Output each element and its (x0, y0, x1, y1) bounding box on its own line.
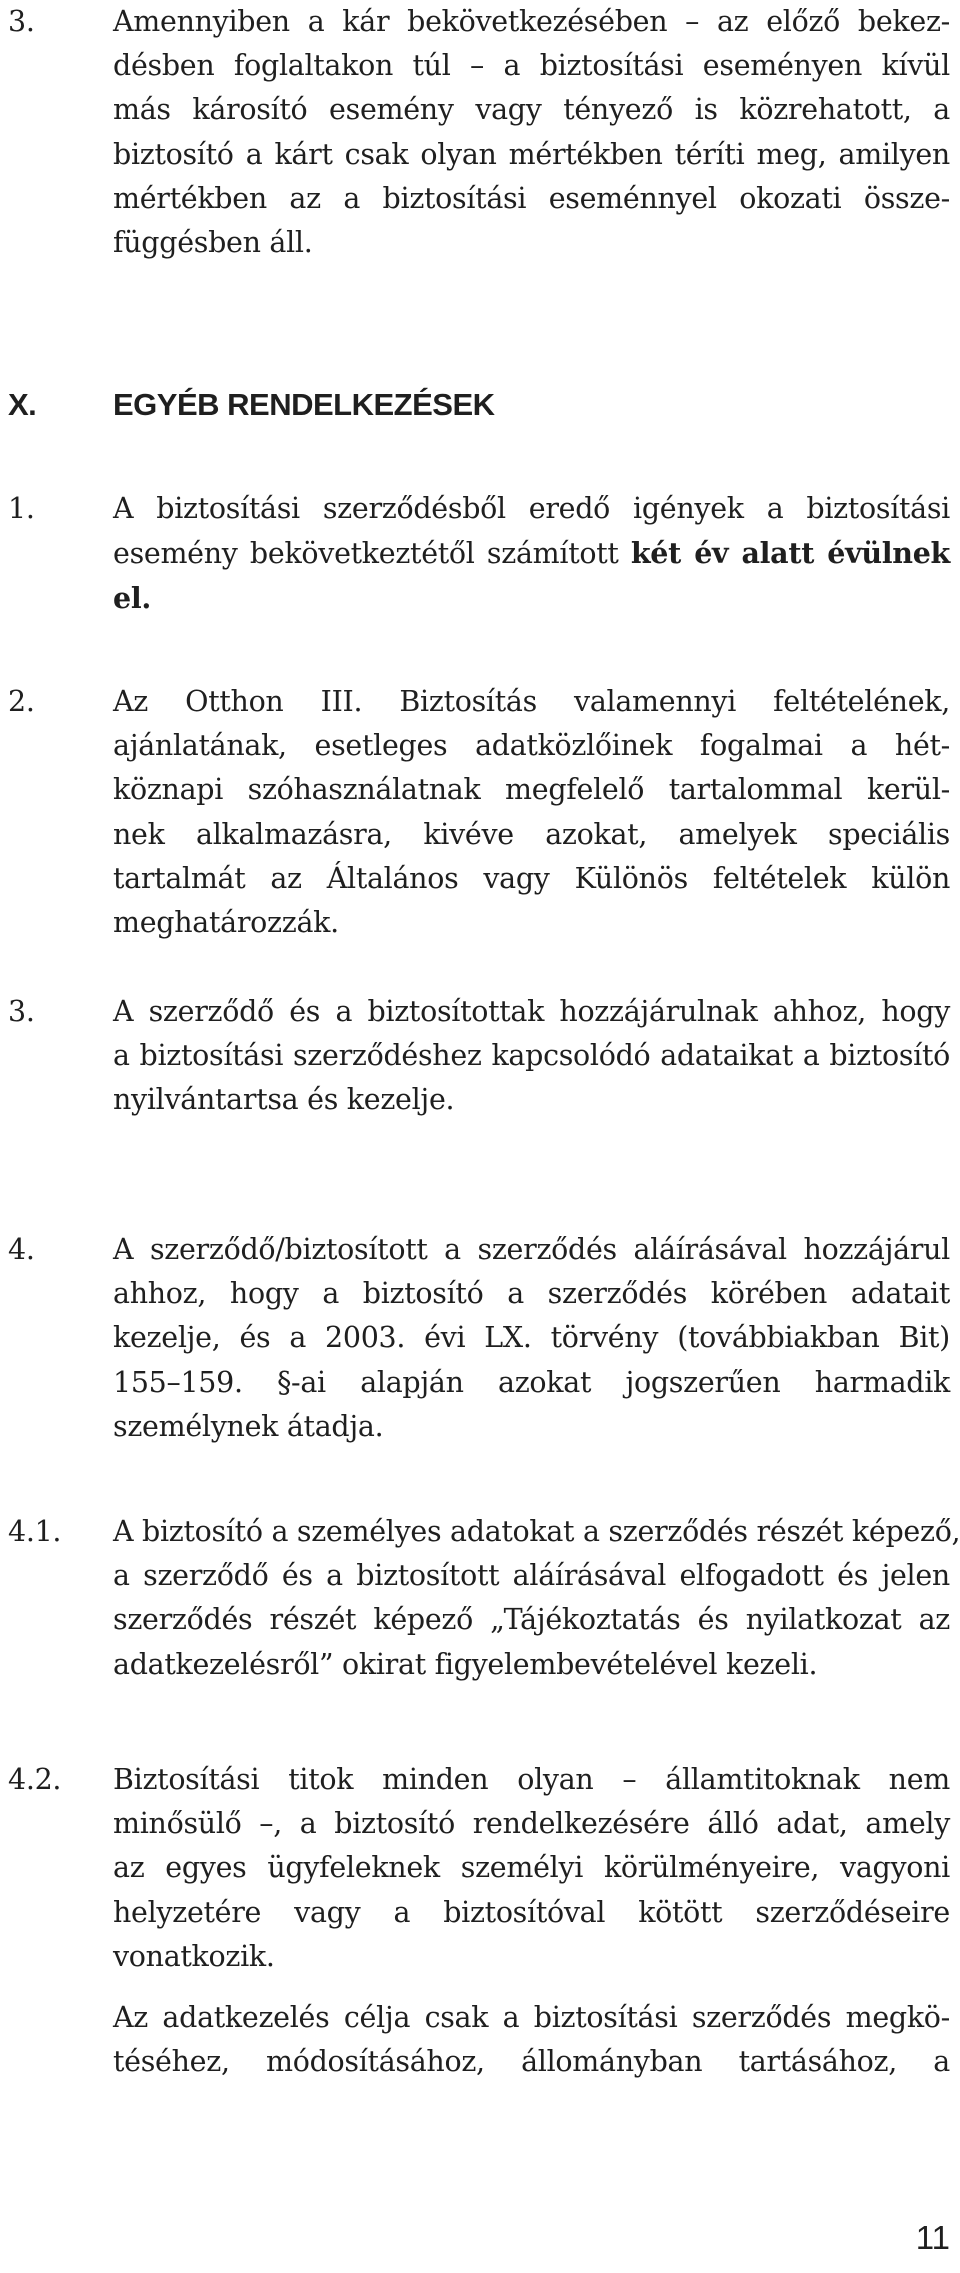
text-line: helyzetére vagy a biztosítóval kötött szerződéseire (113, 1895, 950, 1929)
paragraph-number: 4. (8, 1233, 35, 1266)
text-line: mértékben az a biztosítási eseménnyel okozati össze- (113, 181, 950, 215)
text-line: Az Otthon III. Biztosítás valamennyi feltételének, (113, 685, 950, 718)
text-line: kezelje, és a 2003. évi LX. törvény (továbbiakban Bit) (113, 1321, 950, 1355)
text-line: meghatározzák. (113, 906, 339, 940)
text-line: ahhoz, hogy a biztosító a szerződés körében adatait (113, 1277, 950, 1311)
text-line (113, 576, 950, 621)
paragraph-number: 1. (8, 492, 35, 525)
text-line: A biztosítási szerződésből eredő igények a biztosítási (113, 492, 950, 525)
paragraph-text (113, 990, 950, 1123)
text-line: téséhez, módosításához, állományban tartásához, a (113, 2045, 950, 2079)
text-line: 155–159. §-ai alapján azokat jogszerűen harmadik (113, 1365, 950, 1399)
bold-emphasis-end: el. (113, 581, 151, 616)
text-line (113, 531, 950, 576)
text-line: függésben áll. (113, 226, 313, 260)
paragraph-text (113, 1510, 960, 1687)
paragraph-number: 3. (8, 5, 35, 38)
page-number: 11 (915, 2219, 950, 2256)
section-number: X. (8, 387, 37, 422)
paragraph-text (113, 1228, 950, 1449)
text-line: tartalmát az Általános vagy Különös feltételek külön (113, 861, 950, 895)
text-line: Amennyiben a kár bekövetkezésében – az előző bekez- (113, 5, 950, 38)
text-segment: esemény bekövetkeztétől számított (113, 537, 619, 571)
text-line: más károsító esemény vagy tényező is közrehatott, a (113, 93, 950, 127)
paragraph-number: 3. (8, 995, 35, 1028)
text-line: A szerződő és a biztosítottak hozzájárulnak ahhoz, hogy (113, 995, 950, 1028)
text-line: szerződés részét képező „Tájékoztatás és nyilatkozat az (113, 1603, 950, 1637)
paragraph-text (113, 1758, 950, 1979)
paragraph-number: 4.1. (8, 1515, 62, 1548)
text-line: köznapi szóhasználatnak megfelelő tartalommal kerül- (113, 773, 950, 807)
text-line: A biztosító a személyes adatokat a szerződés részét képező, (113, 1515, 960, 1548)
text-line: a biztosítási szerződéshez kapcsolódó adataikat a biztosító (113, 1039, 950, 1073)
text-line: biztosító a kárt csak olyan mértékben téríti meg, amilyen (113, 137, 950, 171)
text-line: Biztosítási titok minden olyan – államtitoknak nem (113, 1763, 950, 1796)
text-line: adatkezelésről” okirat figyelembevételével kezeli. (113, 1647, 818, 1681)
paragraph-text (113, 0, 950, 265)
paragraph-number: 2. (8, 685, 35, 718)
text-line: désben foglaltakon túl – a biztosítási eseményen kívül (113, 49, 950, 83)
paragraph-text (113, 487, 950, 622)
text-line: ajánlatának, esetleges adatközlőinek fogalmai a hét- (113, 729, 950, 763)
section-title: EGYÉB RENDELKEZÉSEK (113, 387, 495, 422)
paragraph-text (113, 1996, 950, 2084)
text-line: személynek átadja. (113, 1409, 384, 1443)
text-line: az egyes ügyfeleknek személyi körülményeire, vagyoni (113, 1851, 950, 1885)
text-line: vonatkozik. (113, 1939, 275, 1973)
paragraph-text (113, 680, 950, 945)
text-line: nyilvántartsa és kezelje. (113, 1083, 455, 1117)
bold-emphasis: két év alatt évülnek (630, 536, 951, 571)
text-line: nek alkalmazásra, kivéve azokat, amelyek speciális (113, 817, 950, 851)
text-line: a szerződő és a biztosított aláírásával elfogadott és jelen (113, 1559, 950, 1593)
text-line: minősülő –, a biztosító rendelkezésére álló adat, amely (113, 1807, 950, 1841)
paragraph-number: 4.2. (8, 1763, 62, 1796)
text-line: A szerződő/biztosított a szerződés aláírásával hozzájárul (113, 1233, 950, 1266)
text-line: Az adatkezelés célja csak a biztosítási szerződés megkö- (113, 2001, 950, 2034)
